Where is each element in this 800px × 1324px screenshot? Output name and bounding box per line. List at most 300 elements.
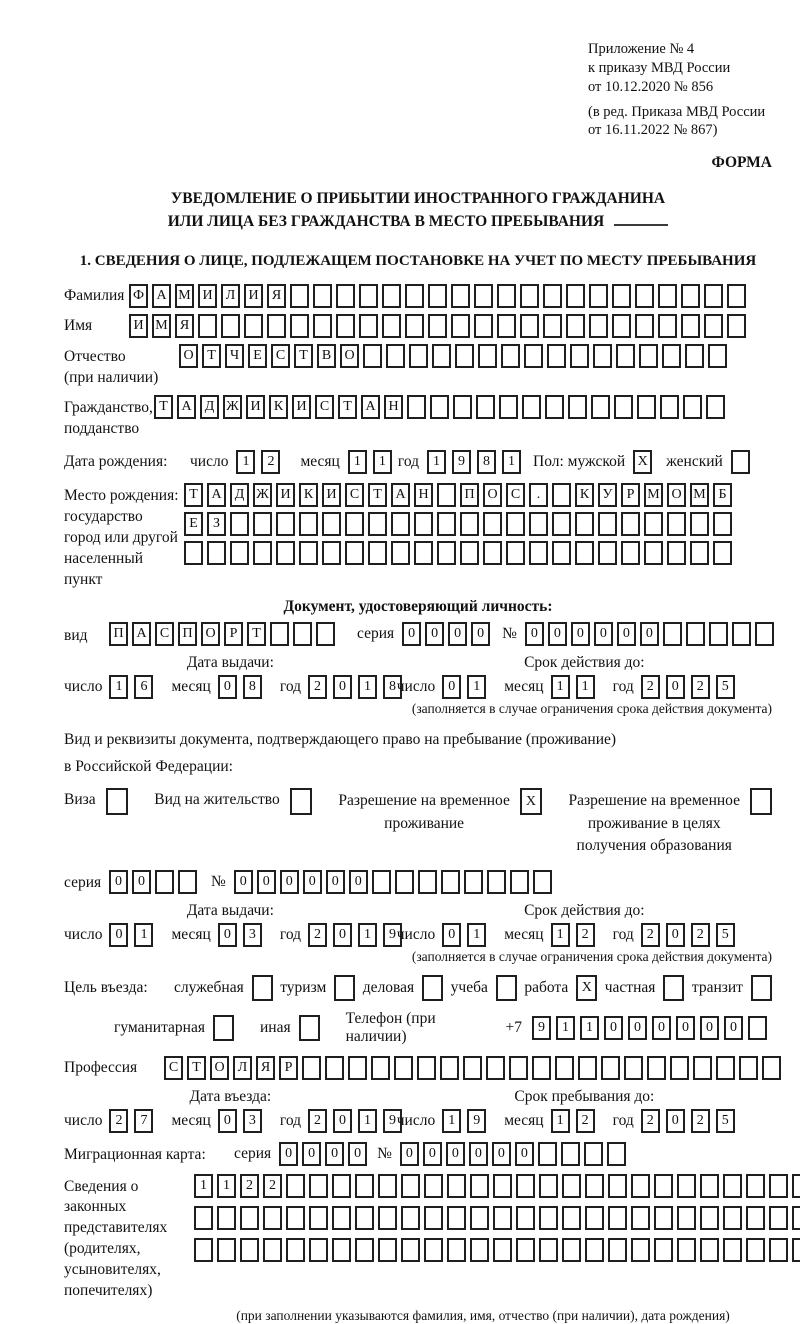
surname-char-box[interactable] [382, 284, 401, 308]
representative-char-box[interactable] [516, 1206, 535, 1230]
firstname-char-box[interactable] [382, 314, 401, 338]
representative-char-box[interactable] [585, 1174, 604, 1198]
birth-year-box[interactable]: 1 [427, 450, 446, 474]
year-box[interactable]: 0 [666, 675, 685, 699]
surname-char-box[interactable] [543, 284, 562, 308]
year-box[interactable]: 1 [358, 1109, 377, 1133]
surname-char-box[interactable] [290, 284, 309, 308]
representative-char-box[interactable] [608, 1238, 627, 1262]
day-box[interactable]: 1 [109, 675, 128, 699]
birthplace-char-box[interactable]: М [690, 483, 709, 507]
birthplace-char-box[interactable] [598, 512, 617, 536]
patronymic-char-box[interactable]: О [179, 344, 198, 368]
stay-doc-series-box[interactable]: 0 [132, 870, 151, 894]
migration-card-number-box[interactable]: 0 [446, 1142, 465, 1166]
profession-char-box[interactable] [371, 1056, 390, 1080]
firstname-char-box[interactable] [451, 314, 470, 338]
id-doc-number-box[interactable] [732, 622, 751, 646]
representative-char-box[interactable] [723, 1174, 742, 1198]
year-box[interactable]: 2 [308, 675, 327, 699]
representative-char-box[interactable] [263, 1238, 282, 1262]
representative-char-box[interactable] [332, 1174, 351, 1198]
phone-digit-box[interactable]: 1 [580, 1016, 599, 1040]
birthplace-char-box[interactable] [368, 512, 387, 536]
citizenship-char-box[interactable] [407, 395, 426, 419]
surname-char-box[interactable] [612, 284, 631, 308]
firstname-char-box[interactable]: Я [175, 314, 194, 338]
representative-char-box[interactable] [631, 1206, 650, 1230]
year-box[interactable]: 9 [383, 1109, 402, 1133]
year-box[interactable]: 0 [333, 675, 352, 699]
surname-char-box[interactable]: Л [221, 284, 240, 308]
birthplace-char-box[interactable] [552, 483, 571, 507]
checkbox-delovaya[interactable] [422, 975, 443, 1001]
patronymic-char-box[interactable]: Т [294, 344, 313, 368]
representative-char-box[interactable] [493, 1174, 512, 1198]
month-box[interactable]: 1 [551, 675, 570, 699]
representative-char-box[interactable] [447, 1174, 466, 1198]
month-box[interactable]: 2 [576, 923, 595, 947]
citizenship-char-box[interactable]: А [361, 395, 380, 419]
birthplace-char-box[interactable] [552, 512, 571, 536]
stay-doc-number-box[interactable] [418, 870, 437, 894]
citizenship-char-box[interactable]: Ж [223, 395, 242, 419]
birthplace-char-box[interactable]: . [529, 483, 548, 507]
surname-char-box[interactable] [704, 284, 723, 308]
surname-char-box[interactable]: И [198, 284, 217, 308]
birthplace-char-box[interactable] [437, 512, 456, 536]
representative-char-box[interactable] [286, 1238, 305, 1262]
representative-char-box[interactable] [401, 1174, 420, 1198]
id-doc-number-box[interactable] [686, 622, 705, 646]
birthplace-char-box[interactable]: М [644, 483, 663, 507]
representative-char-box[interactable] [539, 1238, 558, 1262]
visa-checkbox[interactable] [106, 788, 128, 815]
birthplace-char-box[interactable]: Т [184, 483, 203, 507]
patronymic-char-box[interactable]: В [317, 344, 336, 368]
month-box[interactable]: 3 [243, 1109, 262, 1133]
firstname-char-box[interactable]: М [152, 314, 171, 338]
birthplace-char-box[interactable] [460, 541, 479, 565]
surname-char-box[interactable] [727, 284, 746, 308]
day-box[interactable]: 2 [109, 1109, 128, 1133]
phone-digit-box[interactable]: 0 [628, 1016, 647, 1040]
year-box[interactable]: 0 [333, 923, 352, 947]
birthplace-char-box[interactable] [253, 541, 272, 565]
surname-char-box[interactable]: И [244, 284, 263, 308]
id-doc-series-box[interactable]: 0 [425, 622, 444, 646]
birthplace-char-box[interactable] [690, 541, 709, 565]
birthplace-char-box[interactable] [322, 541, 341, 565]
birthplace-char-box[interactable] [506, 512, 525, 536]
representative-char-box[interactable] [792, 1238, 800, 1262]
year-box[interactable]: 0 [333, 1109, 352, 1133]
surname-char-box[interactable] [497, 284, 516, 308]
id-doc-number-box[interactable] [663, 622, 682, 646]
year-box[interactable]: 5 [716, 675, 735, 699]
representative-char-box[interactable] [447, 1238, 466, 1262]
representative-char-box[interactable] [355, 1174, 374, 1198]
representative-char-box[interactable] [309, 1174, 328, 1198]
migration-card-number-box[interactable]: 0 [423, 1142, 442, 1166]
id-doc-kind-char-box[interactable] [270, 622, 289, 646]
birthplace-char-box[interactable]: З [207, 512, 226, 536]
representative-char-box[interactable] [539, 1206, 558, 1230]
id-doc-kind-char-box[interactable] [316, 622, 335, 646]
stay-doc-number-box[interactable]: 0 [280, 870, 299, 894]
representative-char-box[interactable] [194, 1206, 213, 1230]
representative-char-box[interactable] [562, 1206, 581, 1230]
birthplace-char-box[interactable] [506, 541, 525, 565]
birthplace-char-box[interactable]: Р [621, 483, 640, 507]
year-box[interactable]: 9 [383, 923, 402, 947]
firstname-char-box[interactable] [198, 314, 217, 338]
representative-char-box[interactable] [378, 1238, 397, 1262]
birthplace-char-box[interactable] [690, 512, 709, 536]
year-box[interactable]: 0 [666, 923, 685, 947]
citizenship-char-box[interactable] [545, 395, 564, 419]
profession-char-box[interactable] [394, 1056, 413, 1080]
stay-doc-series-box[interactable] [178, 870, 197, 894]
birth-day-box[interactable]: 1 [236, 450, 255, 474]
year-box[interactable]: 8 [383, 675, 402, 699]
id-doc-kind-char-box[interactable]: А [132, 622, 151, 646]
citizenship-char-box[interactable] [476, 395, 495, 419]
stay-doc-number-box[interactable] [441, 870, 460, 894]
patronymic-char-box[interactable] [501, 344, 520, 368]
surname-char-box[interactable] [681, 284, 700, 308]
firstname-char-box[interactable] [244, 314, 263, 338]
checkbox-inaya[interactable] [299, 1015, 320, 1041]
profession-char-box[interactable] [762, 1056, 781, 1080]
representative-char-box[interactable] [585, 1238, 604, 1262]
surname-char-box[interactable] [336, 284, 355, 308]
day-box[interactable]: 1 [442, 1109, 461, 1133]
citizenship-char-box[interactable] [660, 395, 679, 419]
representative-char-box[interactable] [700, 1206, 719, 1230]
birthplace-char-box[interactable] [529, 541, 548, 565]
representative-char-box[interactable] [608, 1206, 627, 1230]
checkbox-chastnaya[interactable] [663, 975, 684, 1001]
stay-doc-number-box[interactable] [372, 870, 391, 894]
birthplace-char-box[interactable]: Е [184, 512, 203, 536]
birthplace-char-box[interactable]: О [483, 483, 502, 507]
representative-char-box[interactable] [240, 1238, 259, 1262]
id-doc-series-box[interactable]: 0 [448, 622, 467, 646]
surname-char-box[interactable]: Я [267, 284, 286, 308]
representative-char-box[interactable] [608, 1174, 627, 1198]
id-doc-number-box[interactable]: 0 [571, 622, 590, 646]
phone-digit-box[interactable] [748, 1016, 767, 1040]
birthplace-char-box[interactable] [552, 541, 571, 565]
representative-char-box[interactable] [355, 1238, 374, 1262]
representative-char-box[interactable] [217, 1206, 236, 1230]
birthplace-char-box[interactable] [667, 512, 686, 536]
stay-doc-number-box[interactable] [510, 870, 529, 894]
profession-char-box[interactable] [463, 1056, 482, 1080]
representative-char-box[interactable] [654, 1206, 673, 1230]
birthplace-char-box[interactable] [437, 483, 456, 507]
year-box[interactable]: 2 [308, 923, 327, 947]
profession-char-box[interactable]: Р [279, 1056, 298, 1080]
stay-doc-number-box[interactable] [464, 870, 483, 894]
representative-char-box[interactable] [286, 1174, 305, 1198]
phone-digit-box[interactable]: 9 [532, 1016, 551, 1040]
day-box[interactable]: 0 [442, 923, 461, 947]
representative-char-box[interactable] [562, 1174, 581, 1198]
profession-char-box[interactable]: Л [233, 1056, 252, 1080]
gender-female-checkbox[interactable] [731, 450, 750, 474]
firstname-char-box[interactable] [635, 314, 654, 338]
representative-char-box[interactable] [654, 1238, 673, 1262]
profession-char-box[interactable] [578, 1056, 597, 1080]
migration-card-number-box[interactable] [607, 1142, 626, 1166]
birthplace-char-box[interactable] [230, 512, 249, 536]
birthplace-char-box[interactable]: А [391, 483, 410, 507]
representative-char-box[interactable] [424, 1238, 443, 1262]
representative-char-box[interactable] [493, 1238, 512, 1262]
day-box[interactable]: 0 [109, 923, 128, 947]
citizenship-char-box[interactable]: К [269, 395, 288, 419]
patronymic-char-box[interactable] [593, 344, 612, 368]
representative-char-box[interactable] [677, 1238, 696, 1262]
firstname-char-box[interactable] [497, 314, 516, 338]
representative-char-box[interactable] [769, 1174, 788, 1198]
firstname-char-box[interactable] [405, 314, 424, 338]
year-box[interactable]: 1 [358, 675, 377, 699]
id-doc-kind-char-box[interactable]: С [155, 622, 174, 646]
id-doc-kind-char-box[interactable]: П [109, 622, 128, 646]
profession-char-box[interactable] [716, 1056, 735, 1080]
firstname-char-box[interactable] [290, 314, 309, 338]
representative-char-box[interactable] [746, 1206, 765, 1230]
stay-doc-series-box[interactable] [155, 870, 174, 894]
firstname-char-box[interactable] [267, 314, 286, 338]
stay-doc-number-box[interactable] [533, 870, 552, 894]
firstname-char-box[interactable]: И [129, 314, 148, 338]
patronymic-char-box[interactable] [455, 344, 474, 368]
phone-digit-box[interactable]: 0 [604, 1016, 623, 1040]
phone-digit-box[interactable]: 1 [556, 1016, 575, 1040]
birthplace-char-box[interactable] [276, 512, 295, 536]
residence-permit-checkbox[interactable] [290, 788, 312, 815]
birthplace-char-box[interactable] [644, 512, 663, 536]
citizenship-char-box[interactable] [453, 395, 472, 419]
representative-char-box[interactable] [700, 1238, 719, 1262]
birthplace-char-box[interactable]: Н [414, 483, 433, 507]
patronymic-char-box[interactable] [363, 344, 382, 368]
representative-char-box[interactable]: 2 [240, 1174, 259, 1198]
birthplace-char-box[interactable] [529, 512, 548, 536]
representative-char-box[interactable] [654, 1174, 673, 1198]
citizenship-char-box[interactable] [683, 395, 702, 419]
migration-card-number-box[interactable] [561, 1142, 580, 1166]
firstname-char-box[interactable] [658, 314, 677, 338]
citizenship-char-box[interactable]: С [315, 395, 334, 419]
firstname-char-box[interactable] [428, 314, 447, 338]
birthplace-char-box[interactable] [276, 541, 295, 565]
representative-char-box[interactable] [677, 1174, 696, 1198]
citizenship-char-box[interactable]: Т [338, 395, 357, 419]
stay-doc-number-box[interactable]: 0 [349, 870, 368, 894]
representative-char-box[interactable] [746, 1238, 765, 1262]
representative-char-box[interactable]: 1 [194, 1174, 213, 1198]
surname-char-box[interactable] [313, 284, 332, 308]
phone-digit-box[interactable]: 0 [676, 1016, 695, 1040]
birth-year-box[interactable]: 9 [452, 450, 471, 474]
representative-char-box[interactable] [355, 1206, 374, 1230]
profession-char-box[interactable] [509, 1056, 528, 1080]
patronymic-char-box[interactable] [432, 344, 451, 368]
patronymic-char-box[interactable] [662, 344, 681, 368]
patronymic-char-box[interactable] [409, 344, 428, 368]
month-box[interactable]: 2 [576, 1109, 595, 1133]
representative-char-box[interactable] [631, 1238, 650, 1262]
birthplace-char-box[interactable]: Ж [253, 483, 272, 507]
birth-year-box[interactable]: 1 [502, 450, 521, 474]
surname-char-box[interactable] [589, 284, 608, 308]
profession-char-box[interactable] [440, 1056, 459, 1080]
id-doc-kind-char-box[interactable]: О [201, 622, 220, 646]
citizenship-char-box[interactable] [614, 395, 633, 419]
birthplace-char-box[interactable] [345, 541, 364, 565]
birthplace-char-box[interactable] [368, 541, 387, 565]
migration-card-series-box[interactable]: 0 [325, 1142, 344, 1166]
profession-char-box[interactable] [417, 1056, 436, 1080]
month-box[interactable]: 0 [218, 1109, 237, 1133]
representative-char-box[interactable] [516, 1238, 535, 1262]
checkbox-tranzit[interactable] [751, 975, 772, 1001]
year-box[interactable]: 2 [641, 1109, 660, 1133]
surname-char-box[interactable] [451, 284, 470, 308]
representative-char-box[interactable] [746, 1174, 765, 1198]
birthplace-char-box[interactable]: К [575, 483, 594, 507]
migration-card-series-box[interactable]: 0 [348, 1142, 367, 1166]
firstname-char-box[interactable] [543, 314, 562, 338]
day-box[interactable]: 9 [467, 1109, 486, 1133]
representative-char-box[interactable] [424, 1174, 443, 1198]
month-box[interactable]: 1 [551, 1109, 570, 1133]
temp-residence-education-checkbox[interactable] [750, 788, 772, 815]
birthplace-char-box[interactable] [414, 512, 433, 536]
birthplace-char-box[interactable]: У [598, 483, 617, 507]
representative-char-box[interactable] [309, 1238, 328, 1262]
id-doc-number-box[interactable]: 0 [525, 622, 544, 646]
citizenship-char-box[interactable]: И [246, 395, 265, 419]
id-doc-number-box[interactable]: 0 [594, 622, 613, 646]
representative-char-box[interactable] [263, 1206, 282, 1230]
patronymic-char-box[interactable] [524, 344, 543, 368]
phone-digit-box[interactable]: 0 [652, 1016, 671, 1040]
birthplace-char-box[interactable] [253, 512, 272, 536]
migration-card-number-box[interactable] [538, 1142, 557, 1166]
phone-digit-box[interactable]: 0 [724, 1016, 743, 1040]
id-doc-number-box[interactable]: 0 [617, 622, 636, 646]
birthplace-char-box[interactable]: С [506, 483, 525, 507]
stay-doc-number-box[interactable]: 0 [326, 870, 345, 894]
id-doc-number-box[interactable] [755, 622, 774, 646]
year-box[interactable]: 2 [691, 923, 710, 947]
birthplace-char-box[interactable] [391, 541, 410, 565]
citizenship-char-box[interactable]: Н [384, 395, 403, 419]
profession-char-box[interactable] [647, 1056, 666, 1080]
profession-char-box[interactable] [486, 1056, 505, 1080]
patronymic-char-box[interactable] [685, 344, 704, 368]
month-box[interactable]: 0 [218, 923, 237, 947]
temp-residence-checkbox[interactable]: X [520, 788, 542, 815]
representative-char-box[interactable] [424, 1206, 443, 1230]
representative-char-box[interactable] [723, 1238, 742, 1262]
birth-month-box[interactable]: 1 [373, 450, 392, 474]
migration-card-number-box[interactable]: 0 [515, 1142, 534, 1166]
profession-char-box[interactable] [325, 1056, 344, 1080]
birthplace-char-box[interactable] [299, 512, 318, 536]
surname-char-box[interactable]: Ф [129, 284, 148, 308]
birthplace-char-box[interactable] [437, 541, 456, 565]
birthplace-char-box[interactable] [230, 541, 249, 565]
id-doc-kind-char-box[interactable] [293, 622, 312, 646]
stay-doc-number-box[interactable] [487, 870, 506, 894]
birthplace-char-box[interactable]: К [299, 483, 318, 507]
representative-char-box[interactable] [769, 1238, 788, 1262]
profession-char-box[interactable] [624, 1056, 643, 1080]
birthplace-char-box[interactable] [713, 512, 732, 536]
firstname-char-box[interactable] [221, 314, 240, 338]
profession-char-box[interactable] [670, 1056, 689, 1080]
id-doc-kind-char-box[interactable]: Р [224, 622, 243, 646]
day-box[interactable]: 7 [134, 1109, 153, 1133]
firstname-char-box[interactable] [520, 314, 539, 338]
birthplace-char-box[interactable] [483, 541, 502, 565]
birth-day-box[interactable]: 2 [261, 450, 280, 474]
profession-char-box[interactable]: Т [187, 1056, 206, 1080]
representative-char-box[interactable] [217, 1238, 236, 1262]
profession-char-box[interactable] [601, 1056, 620, 1080]
birthplace-char-box[interactable] [575, 512, 594, 536]
representative-char-box[interactable] [723, 1206, 742, 1230]
stay-doc-number-box[interactable]: 0 [303, 870, 322, 894]
surname-char-box[interactable]: М [175, 284, 194, 308]
representative-char-box[interactable] [378, 1206, 397, 1230]
firstname-char-box[interactable] [681, 314, 700, 338]
migration-card-series-box[interactable]: 0 [279, 1142, 298, 1166]
birthplace-char-box[interactable]: Д [230, 483, 249, 507]
profession-char-box[interactable]: Я [256, 1056, 275, 1080]
birthplace-char-box[interactable]: О [667, 483, 686, 507]
birthplace-char-box[interactable]: С [345, 483, 364, 507]
migration-card-series-box[interactable]: 0 [302, 1142, 321, 1166]
id-doc-number-box[interactable] [709, 622, 728, 646]
representative-char-box[interactable] [562, 1238, 581, 1262]
birthplace-char-box[interactable] [414, 541, 433, 565]
firstname-char-box[interactable] [727, 314, 746, 338]
profession-char-box[interactable] [348, 1056, 367, 1080]
citizenship-char-box[interactable]: А [177, 395, 196, 419]
representative-char-box[interactable]: 1 [217, 1174, 236, 1198]
gender-male-checkbox[interactable]: X [633, 450, 652, 474]
birthplace-char-box[interactable] [575, 541, 594, 565]
birthplace-char-box[interactable] [207, 541, 226, 565]
month-box[interactable]: 1 [576, 675, 595, 699]
citizenship-char-box[interactable] [568, 395, 587, 419]
id-doc-series-box[interactable]: 0 [402, 622, 421, 646]
day-box[interactable]: 6 [134, 675, 153, 699]
year-box[interactable]: 2 [691, 1109, 710, 1133]
profession-char-box[interactable] [555, 1056, 574, 1080]
representative-char-box[interactable] [493, 1206, 512, 1230]
month-box[interactable]: 0 [218, 675, 237, 699]
profession-char-box[interactable] [302, 1056, 321, 1080]
